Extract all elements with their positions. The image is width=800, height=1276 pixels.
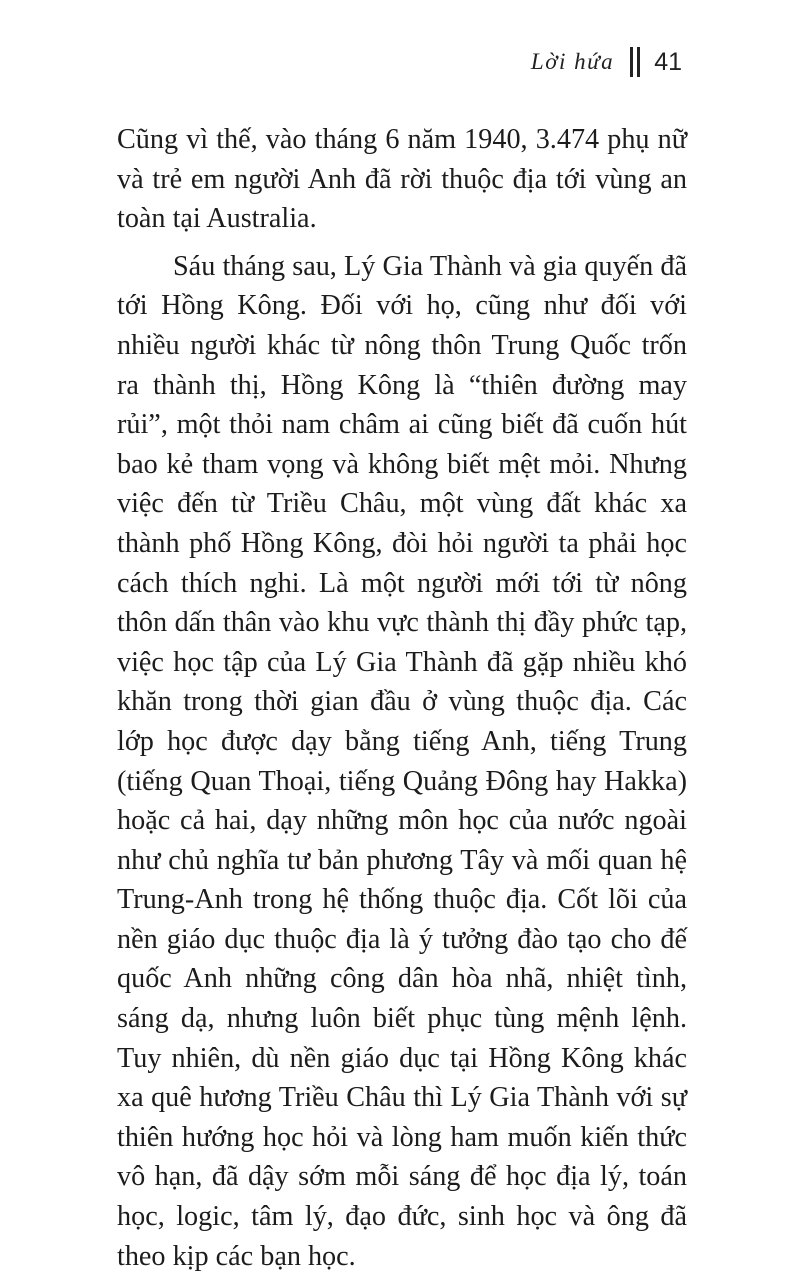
running-header [531, 44, 682, 80]
paragraph-1: Cũng vì thế, vào tháng 6 năm 1940, 3.474 phụ nữ và trẻ em người Anh đã rời thuộc địa tới vùng an toàn tại Australia. [117, 124, 687, 235]
chapter-title: Lời hứa [530, 49, 615, 74]
paragraph-2: Sáu tháng sau, Lý Gia Thành và gia quyến đã tới Hồng Kông. Đối với họ, cũng như đối với nhiều người khác từ nông thôn Trung Quốc trốn ra thành thị, Hồng Kông là “thiên đường may rủi”, một thỏi nam châm ai cũng biết đã cuốn hút bao kẻ tham vọng và không biết mệt mỏi. Nhưng việc đến từ Triều Châu, một vùng đất khác xa thành phố Hồng Kông, đòi hỏi người ta phải học cách thích nghi. Là một người mới tới từ nông thôn dấn thân vào khu vực thành thị đầy phức tạp, việc học tập của Lý Gia Thành đã gặp nhiều khó khăn trong thời gian đầu ở vùng thuộc địa. Các lớp học được dạy bằng tiếng Anh, tiếng Trung (tiếng Quan Thoại, tiếng Quảng Đông hay Hakka) hoặc cả hai, dạy những môn học của nước ngoài như chủ nghĩa tư bản phương Tây và mối quan hệ Trung-Anh trong hệ thống thuộc địa. Cốt lõi của nền giáo dục thuộc địa là ý tưởng đào tạo cho đế quốc Anh những công dân hòa nhã, nhiệt tình, sáng dạ, nhưng luôn biết phục tùng mệnh lệnh. Tuy nhiên, dù nền giáo dục tại Hồng Kông khác xa quê hương Triều Châu thì Lý Gia Thành với sự thiên hướng học hỏi và lòng ham muốn kiến thức vô hạn, đã dậy sớm mỗi sáng để học địa lý, toán học, logic, tâm lý, đạo đức, sinh học và ông đã theo kịp các bạn học. [117, 250, 687, 1272]
page-number: 41 [654, 47, 682, 76]
body-text [117, 120, 687, 1276]
header-divider [630, 47, 640, 77]
